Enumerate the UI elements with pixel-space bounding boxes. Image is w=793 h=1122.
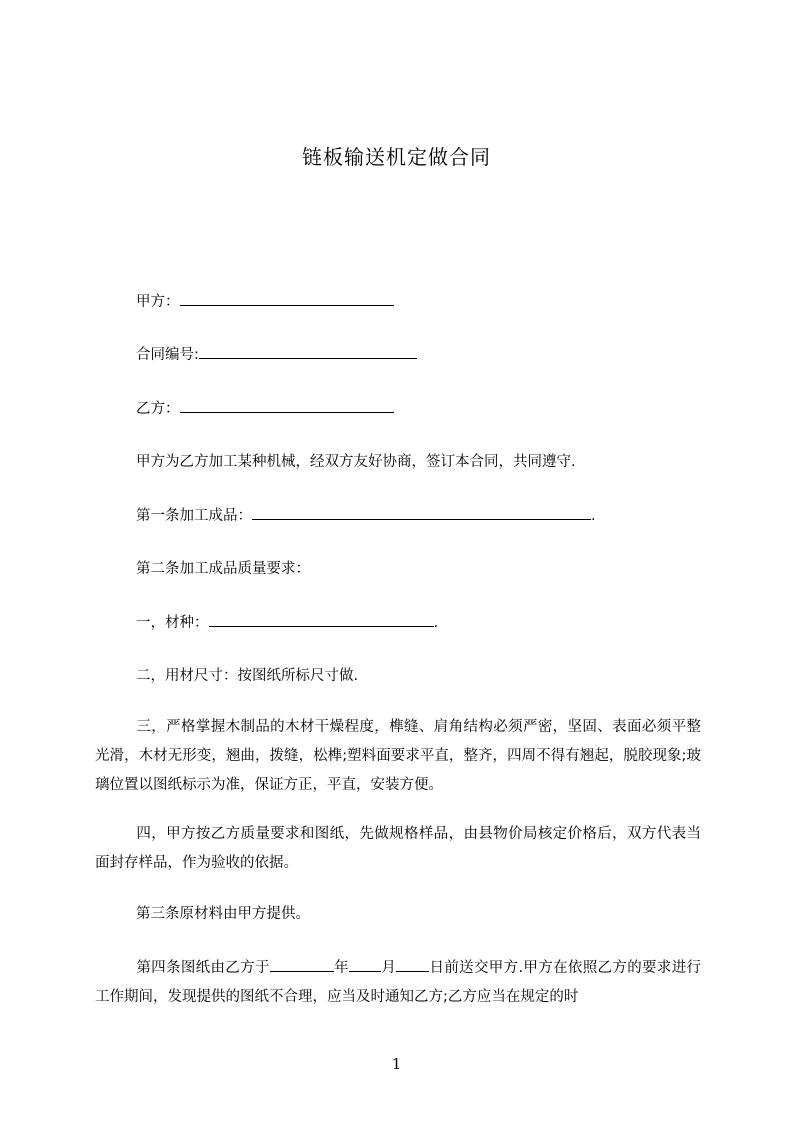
article-4-day-field[interactable] [396, 957, 429, 972]
article-4-month-field[interactable] [349, 957, 381, 972]
party-a-field[interactable] [180, 291, 394, 306]
party-a-line [136, 291, 394, 312]
article-4-rest: 日前送交甲方.甲方在依照乙方的要求进行工作期间，发现提供的图纸不合理，应当及时通知乙方;乙方应当在规定的时 [95, 960, 702, 1005]
item-1-field[interactable] [209, 612, 434, 627]
page-number: 1 [391, 1055, 402, 1073]
article-3-text: 第三条原材料由甲方提供。 [136, 906, 310, 922]
article-4-prefix: 第四条图纸由乙方于 [136, 960, 270, 976]
intro-text: 甲方为乙方加工某种机械，经双方友好协商，签订本合同，共同遵守. [136, 454, 576, 470]
item-3-paragraph [95, 713, 701, 800]
article-1-field[interactable] [252, 505, 591, 520]
party-b-field[interactable] [180, 398, 394, 413]
article-1-label: 第一条加工成品： [136, 508, 252, 524]
item-2-text: 二，用材尺寸：按图纸所标尺寸做. [136, 668, 359, 684]
article-2-title: 第二条加工成品质量要求： [136, 561, 310, 577]
item-1-label: 一，材种： [136, 615, 209, 631]
contract-number-field[interactable] [199, 344, 417, 359]
party-b-line [136, 398, 394, 419]
article-4-year-label: 年 [333, 960, 349, 976]
contract-number-line [136, 344, 417, 365]
party-a-label: 甲方： [136, 294, 180, 310]
article-4-year-field[interactable] [270, 957, 334, 972]
contract-number-label: 合同编号: [136, 347, 199, 363]
document-title: 链板输送机定做合同 [302, 145, 491, 169]
item-1-end: . [433, 615, 439, 631]
article-4-month-label: 月 [380, 960, 397, 976]
article-1-line [136, 505, 596, 526]
party-b-label: 乙方： [136, 401, 180, 417]
item-4-paragraph [95, 820, 701, 878]
item-4-text: 四，甲方按乙方质量要求和图纸，先做规格样品，由县物价局核定价格后，双方代表当面封存样品，作为验收的依据。 [95, 826, 701, 871]
item-1-line [136, 612, 438, 633]
item-3-text: 三，严格掌握木制品的木材干燥程度，榫缝、肩角结构必须严密，坚固、表面必须平整光滑，木材无形变，翘曲，拨缝，松榫;塑料面要求平直，整齐，四周不得有翘起，脱胶现象;玻璃位置以图纸标示为准，保证方正，平直，安装方便。 [95, 719, 701, 793]
article-4-paragraph [95, 954, 701, 1012]
article-1-end: . [591, 508, 596, 524]
